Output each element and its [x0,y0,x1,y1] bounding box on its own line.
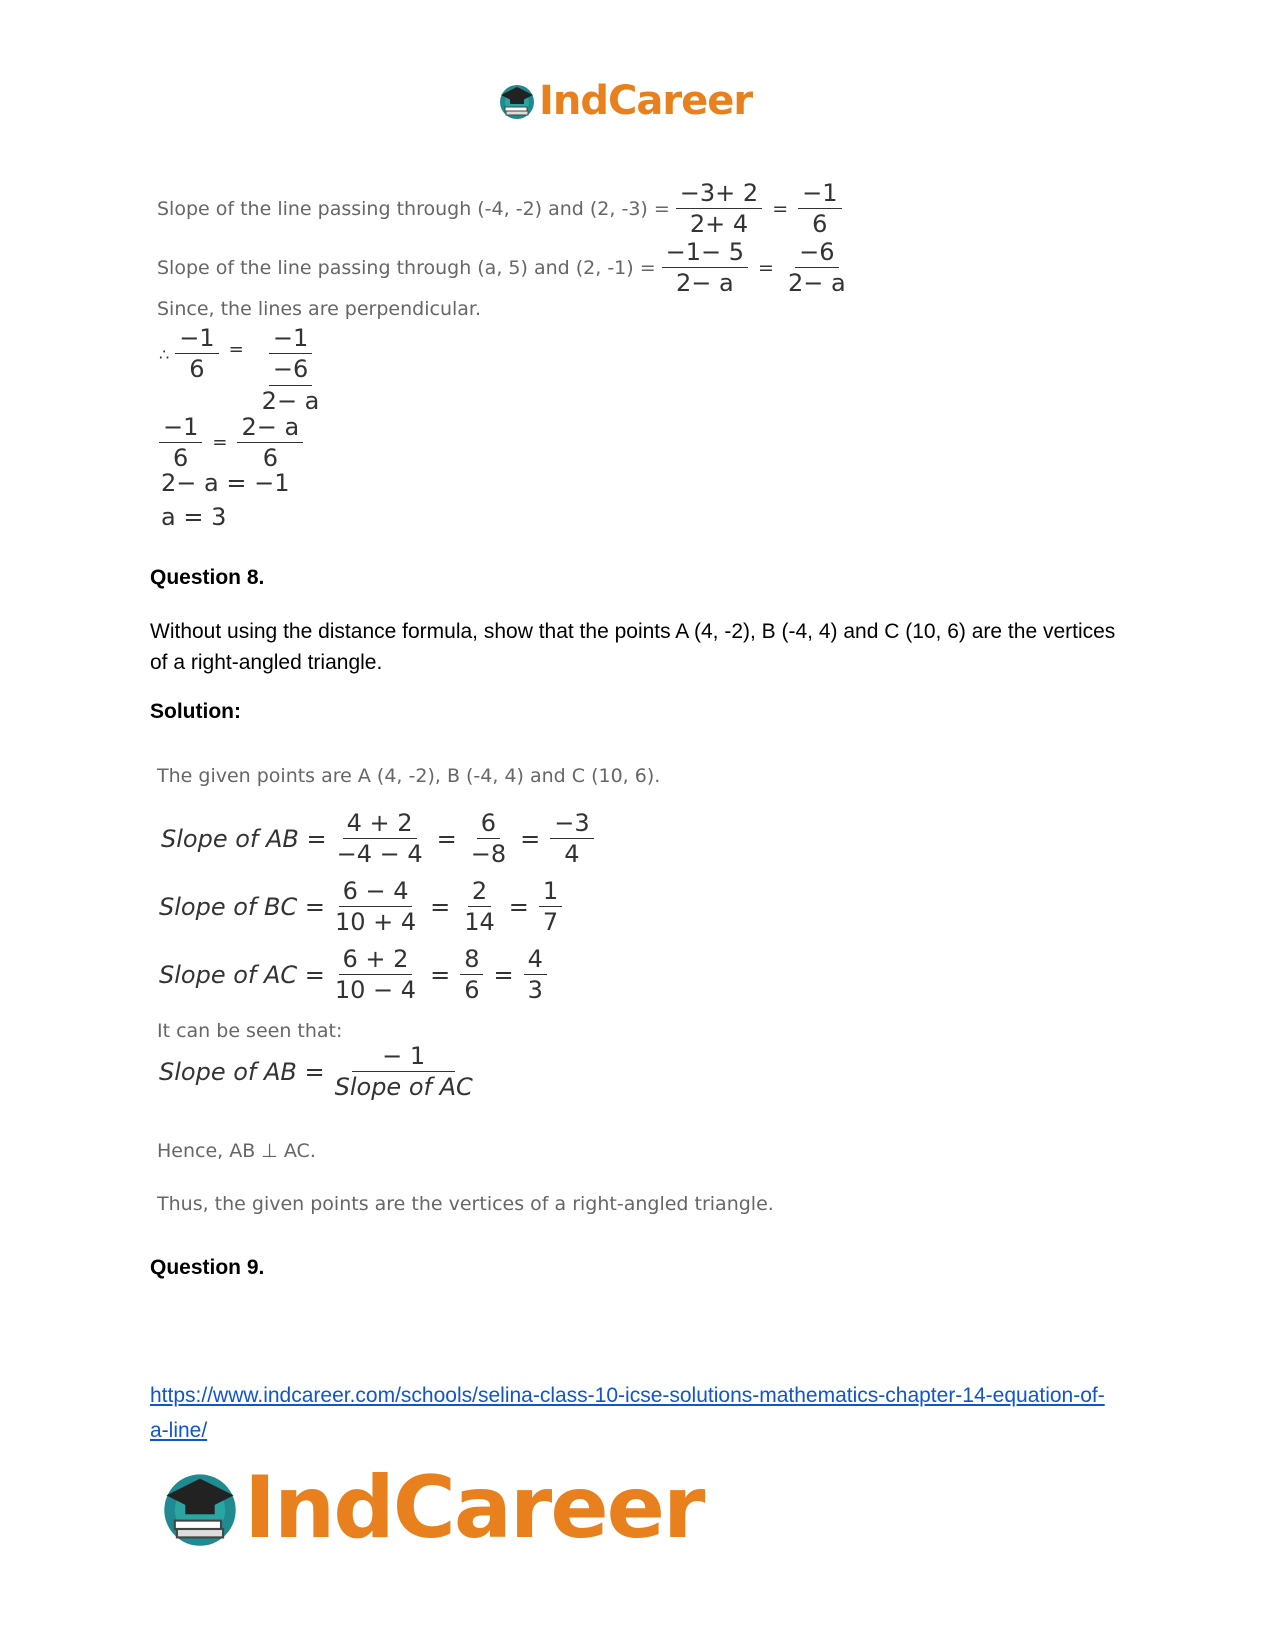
it-can-be-seen: It can be seen that: [157,1020,343,1042]
slope2-text: Slope of the line passing through (a, 5) and (2, -1) = [157,256,656,279]
thus-text: Thus, the given points are the vertices of a right-angled triangle. [157,1193,774,1215]
equation-step-4: a = 3 [161,503,227,531]
since-text: Since, the lines are perpendicular. [157,298,482,320]
slope-ab-equation: Slope of AB = $\frac{4 + 2}{-4 - 4}$ = $\frac{6}{-8}$ = $\frac{-3}{4}$ [161,810,600,868]
perpendicular-relation: Slope of AB = $\frac{- 1}{\text{Slope of AC}}$ [159,1043,483,1101]
logo-wordmark: IndCareer [244,1458,704,1558]
fraction: $\frac{-6}{2- a}$ [787,238,846,298]
graduation-cap-icon [497,81,537,121]
equation-step-2: $\frac{-1}{6}$ = $\frac{2- a}{6}$ [159,414,309,472]
fraction: $\frac{2}{14}$ [464,877,495,937]
fraction: $\frac{1}{7}$ [539,878,562,936]
fraction: $\frac{-3+ 2}{2+ 4}$ [676,180,762,238]
equation-step-1: ∴ $\frac{-1}{6}$ = $\frac{-1}{\frac{-6}{2- a}}$ [159,325,333,414]
question-9-heading: Question 9. [150,1256,265,1279]
given-points: The given points are A (4, -2), B (-4, 4) and C (10, 6). [157,765,661,787]
fraction: $\frac{2- a}{6}$ [237,414,303,472]
hence-text: Hence, AB ⊥ AC. [157,1140,316,1162]
compound-fraction: $\frac{-1}{\frac{-6}{2- a}}$ [261,324,320,415]
fraction: $\frac{-1}{6}$ [175,325,218,383]
equation-step-3: 2− a = −1 [161,469,290,497]
slope-line-2: Slope of the line passing through (a, 5) and (2, -1) = $\frac{-1- 5}{2- a}$ = $\frac{-6}{2- a}$ [157,239,856,297]
logo-wordmark: IndCareer [539,78,753,124]
footer-logo [158,1458,703,1558]
fraction: $\frac{-3}{4}$ [550,810,593,868]
header-logo [497,78,752,124]
question-8-text: Without using the distance formula, show that the points A (4, -2), B (-4, 4) and C (10, 6) are the vertices of a right-angled triangle. [150,620,1116,674]
fraction: $\frac{6 + 2}{10 - 4}$ [334,945,417,1005]
slope-line-1: Slope of the line passing through (-4, -2) and (2, -3) = $\frac{-3+ 2}{2+ 4}$ = $\frac{-1}{6}$ [157,180,848,238]
footer-link[interactable]: https://www.indcareer.com/schools/selina-class-10-icse-solutions-mathematics-chapter-14-equation-of-a-line/ [150,1384,1105,1442]
fraction: $\frac{-1}{6}$ [159,414,202,472]
question-8-heading: Question 8. [150,566,265,589]
fraction: $\frac{6}{-8}$ [470,809,507,869]
fraction: $\frac{-1}{6}$ [798,180,841,238]
solution-heading: Solution: [150,700,241,723]
graduation-cap-icon [158,1466,242,1550]
slope-ac-equation: Slope of AC = $\frac{6 + 2}{10 - 4}$ = $\frac{8}{6}$ = $\frac{4}{3}$ [159,946,553,1004]
therefore-symbol: ∴ [159,345,170,364]
fraction: $\frac{-1- 5}{2- a}$ [662,239,748,297]
fraction: $\frac{6 - 4}{10 + 4}$ [334,877,417,937]
fraction: $\frac{8}{6}$ [460,946,483,1004]
slope1-text: Slope of the line passing through (-4, -2) and (2, -3) = [157,197,670,220]
slope-bc-equation: Slope of BC = $\frac{6 - 4}{10 + 4}$ = $\frac{2}{14}$ = $\frac{1}{7}$ [159,878,568,936]
fraction: $\frac{4 + 2}{-4 - 4}$ [336,809,423,869]
fraction: $\frac{- 1}{\text{Slope of AC}}$ [334,1042,473,1102]
fraction: $\frac{4}{3}$ [524,946,547,1004]
